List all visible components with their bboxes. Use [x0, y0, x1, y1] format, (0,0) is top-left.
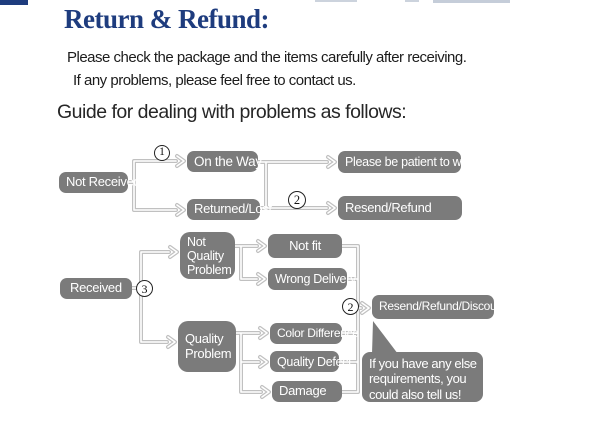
guide-heading: Guide for dealing with problems as follows:	[57, 101, 407, 123]
flow-node-on-the-way: On the Way	[187, 151, 258, 172]
top-edge-artifact	[0, 0, 28, 5]
flow-node-not-quality-problem: Not Quality Problem	[180, 232, 235, 279]
page-title: Return & Refund:	[64, 4, 269, 34]
flow-node-color-difference: Color Difference	[270, 323, 342, 344]
flow-node-received: Received	[60, 278, 132, 299]
callout-bubble: If you have any else requirements, you could also tell us!	[362, 352, 483, 402]
step-2-badge-top: 2	[288, 191, 306, 209]
intro-line-1: Please check the package and the items carefully after receiving.	[67, 49, 467, 66]
top-edge-artifact	[315, 0, 357, 2]
intro-line-2: If any problems, please feel free to contact us.	[73, 72, 356, 89]
flow-node-quality-defect: Quality Defect	[270, 351, 339, 372]
flow-node-not-fit: Not fit	[268, 234, 342, 258]
callout-bubble-tail	[372, 321, 398, 354]
top-edge-artifact	[433, 0, 510, 3]
flow-node-resend-refund-discount: Resend/Refund/Discount	[372, 295, 494, 319]
flow-node-wrong-delivery: Wrong Delivery	[268, 268, 347, 290]
flow-node-returned-lost: Returned/Lost	[187, 199, 260, 220]
flow-node-damage: Damage	[272, 381, 342, 402]
step-3-badge: 3	[136, 280, 153, 297]
flow-node-quality-problem: Quality Problem	[178, 321, 236, 372]
top-edge-artifact	[405, 0, 419, 2]
flow-node-resend-refund: Resend/Refund	[338, 196, 462, 220]
flow-node-please-be-patient: Please be patient to wait	[338, 151, 461, 173]
step-1-badge: 1	[154, 145, 170, 161]
step-2-badge-bottom: 2	[342, 298, 359, 315]
flow-node-not-received: Not Received	[59, 172, 128, 193]
